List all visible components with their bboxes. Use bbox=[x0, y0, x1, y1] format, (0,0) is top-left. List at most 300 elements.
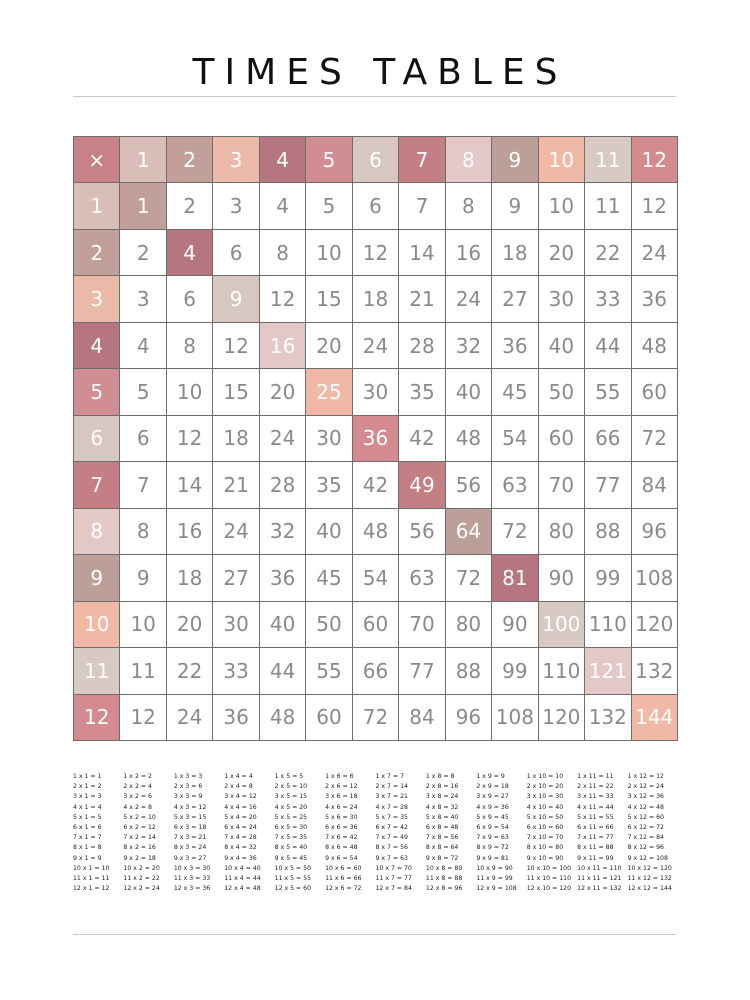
fact-line: 3 x 8 = 24 bbox=[425, 793, 459, 801]
row-header: 1 bbox=[74, 183, 120, 229]
fact-line: 11 x 4 = 44 bbox=[224, 875, 261, 883]
fact-line: 7 x 8 = 56 bbox=[425, 834, 459, 842]
product-cell: 55 bbox=[306, 648, 352, 694]
product-cell: 120 bbox=[539, 695, 585, 741]
product-cell: 55 bbox=[585, 369, 631, 415]
product-cell: 60 bbox=[353, 602, 399, 648]
product-cell: 15 bbox=[213, 369, 259, 415]
product-cell: 30 bbox=[213, 602, 259, 648]
product-cell: 11 bbox=[585, 183, 631, 229]
product-cell: 72 bbox=[492, 509, 538, 555]
fact-line: 7 x 6 = 42 bbox=[325, 834, 358, 842]
fact-line: 10 x 7 = 70 bbox=[375, 864, 412, 872]
fact-line: 12 x 8 = 96 bbox=[425, 885, 463, 893]
fact-line: 9 x 5 = 45 bbox=[274, 854, 308, 862]
fact-line: 8 x 12 = 96 bbox=[627, 844, 664, 852]
fact-line: 12 x 10 = 120 bbox=[526, 885, 572, 893]
fact-line: 12 x 11 = 132 bbox=[577, 885, 622, 893]
fact-line: 7 x 7 = 49 bbox=[375, 834, 408, 842]
fact-line: 1 x 8 = 8 bbox=[425, 773, 455, 780]
fact-line: 2 x 7 = 14 bbox=[375, 783, 408, 791]
fact-line: 12 x 6 = 72 bbox=[325, 885, 362, 893]
fact-line: 9 x 2 = 18 bbox=[123, 854, 156, 862]
fact-line: 2 x 3 = 6 bbox=[173, 783, 203, 791]
product-cell: 80 bbox=[539, 509, 585, 555]
product-cell: 8 bbox=[446, 183, 492, 229]
product-cell: 60 bbox=[539, 416, 585, 462]
product-cell: 84 bbox=[399, 695, 445, 741]
product-cell: 42 bbox=[399, 416, 445, 462]
fact-line: 5 x 10 = 50 bbox=[526, 813, 564, 821]
top-divider bbox=[73, 96, 676, 97]
product-cell: 8 bbox=[260, 230, 306, 276]
fact-line: 1 x 7 = 7 bbox=[375, 773, 405, 780]
product-cell: 27 bbox=[213, 555, 259, 601]
product-cell: 6 bbox=[213, 230, 259, 276]
fact-line: 5 x 11 = 55 bbox=[577, 813, 614, 821]
square-cell: 1 bbox=[120, 183, 166, 229]
times-facts-list bbox=[73, 772, 678, 894]
product-cell: 12 bbox=[353, 230, 399, 276]
product-cell: 36 bbox=[632, 276, 678, 322]
fact-line: 4 x 11 = 44 bbox=[577, 803, 614, 811]
column-header: 3 bbox=[213, 137, 259, 183]
product-cell: 5 bbox=[306, 183, 352, 229]
product-cell: 16 bbox=[167, 509, 213, 555]
fact-line: 10 x 11 = 110 bbox=[577, 864, 622, 872]
product-cell: 20 bbox=[167, 602, 213, 648]
fact-line: 1 x 11 = 11 bbox=[577, 773, 614, 780]
product-cell: 36 bbox=[213, 695, 259, 741]
facts-column bbox=[123, 772, 173, 894]
row-header: 4 bbox=[74, 323, 120, 369]
row-header: 12 bbox=[74, 695, 120, 741]
product-cell: 99 bbox=[492, 648, 538, 694]
facts-column bbox=[224, 772, 274, 894]
product-cell: 42 bbox=[353, 462, 399, 508]
column-header: 9 bbox=[492, 137, 538, 183]
product-cell: 32 bbox=[446, 323, 492, 369]
product-cell: 3 bbox=[120, 276, 166, 322]
row-header: 9 bbox=[74, 555, 120, 601]
facts-column bbox=[628, 772, 678, 894]
column-header: 12 bbox=[632, 137, 678, 183]
product-cell: 6 bbox=[167, 276, 213, 322]
fact-line: 10 x 1 = 10 bbox=[73, 864, 110, 872]
corner-cell: × bbox=[74, 137, 120, 183]
product-cell: 2 bbox=[167, 183, 213, 229]
fact-line: 2 x 12 = 24 bbox=[627, 783, 664, 791]
product-cell: 40 bbox=[539, 323, 585, 369]
product-cell: 77 bbox=[585, 462, 631, 508]
product-cell: 72 bbox=[632, 416, 678, 462]
product-cell: 48 bbox=[632, 323, 678, 369]
product-cell: 88 bbox=[446, 648, 492, 694]
fact-line: 9 x 4 = 36 bbox=[224, 854, 257, 862]
product-cell: 40 bbox=[306, 509, 352, 555]
product-cell: 24 bbox=[260, 416, 306, 462]
product-cell: 12 bbox=[120, 695, 166, 741]
fact-line: 3 x 4 = 12 bbox=[224, 793, 257, 801]
product-cell: 4 bbox=[260, 183, 306, 229]
product-cell: 50 bbox=[539, 369, 585, 415]
fact-line: 5 x 8 = 40 bbox=[425, 813, 459, 821]
product-cell: 21 bbox=[399, 276, 445, 322]
fact-line: 7 x 4 = 28 bbox=[224, 834, 257, 842]
fact-line: 11 x 9 = 99 bbox=[476, 875, 513, 883]
product-cell: 18 bbox=[492, 230, 538, 276]
bottom-divider bbox=[73, 934, 676, 935]
fact-line: 10 x 12 = 120 bbox=[627, 864, 672, 872]
fact-line: 12 x 3 = 36 bbox=[173, 885, 211, 893]
fact-line: 4 x 7 = 28 bbox=[375, 803, 408, 811]
fact-line: 11 x 2 = 22 bbox=[123, 875, 160, 883]
column-header: 2 bbox=[167, 137, 213, 183]
fact-line: 2 x 5 = 10 bbox=[274, 783, 308, 791]
square-cell: 16 bbox=[260, 323, 306, 369]
fact-line: 1 x 2 = 2 bbox=[123, 773, 152, 780]
product-cell: 120 bbox=[632, 602, 678, 648]
fact-line: 4 x 1 = 4 bbox=[73, 803, 102, 811]
page-title: TIMES TABLES bbox=[192, 52, 568, 93]
product-cell: 45 bbox=[492, 369, 538, 415]
fact-line: 2 x 10 = 20 bbox=[526, 783, 564, 791]
fact-line: 9 x 8 = 72 bbox=[425, 854, 459, 862]
times-table-grid bbox=[73, 136, 678, 741]
fact-line: 8 x 4 = 32 bbox=[224, 844, 257, 852]
fact-line: 11 x 6 = 66 bbox=[325, 875, 362, 883]
fact-line: 7 x 12 = 84 bbox=[627, 834, 664, 842]
fact-line: 8 x 9 = 72 bbox=[476, 844, 509, 852]
row-header: 11 bbox=[74, 648, 120, 694]
fact-line: 7 x 5 = 35 bbox=[274, 834, 308, 842]
square-cell: 25 bbox=[306, 369, 352, 415]
fact-line: 1 x 5 = 5 bbox=[274, 773, 304, 780]
product-cell: 12 bbox=[260, 276, 306, 322]
fact-line: 3 x 2 = 6 bbox=[123, 793, 152, 801]
product-cell: 99 bbox=[585, 555, 631, 601]
product-cell: 110 bbox=[539, 648, 585, 694]
fact-line: 3 x 9 = 27 bbox=[476, 793, 509, 801]
fact-line: 3 x 10 = 30 bbox=[526, 793, 564, 801]
fact-line: 8 x 8 = 64 bbox=[425, 844, 459, 852]
product-cell: 22 bbox=[167, 648, 213, 694]
product-cell: 12 bbox=[167, 416, 213, 462]
product-cell: 54 bbox=[353, 555, 399, 601]
fact-line: 3 x 6 = 18 bbox=[325, 793, 358, 801]
product-cell: 63 bbox=[492, 462, 538, 508]
fact-line: 4 x 6 = 24 bbox=[325, 803, 358, 811]
fact-line: 6 x 11 = 66 bbox=[577, 824, 614, 832]
fact-line: 2 x 2 = 4 bbox=[123, 783, 152, 791]
fact-line: 5 x 4 = 20 bbox=[224, 813, 257, 821]
product-cell: 56 bbox=[399, 509, 445, 555]
fact-line: 6 x 6 = 36 bbox=[325, 824, 358, 832]
column-header: 10 bbox=[539, 137, 585, 183]
square-cell: 36 bbox=[353, 416, 399, 462]
fact-line: 2 x 8 = 16 bbox=[425, 783, 459, 791]
product-cell: 7 bbox=[399, 183, 445, 229]
product-cell: 63 bbox=[399, 555, 445, 601]
product-cell: 44 bbox=[260, 648, 306, 694]
product-cell: 54 bbox=[492, 416, 538, 462]
fact-line: 7 x 10 = 70 bbox=[526, 834, 564, 842]
product-cell: 21 bbox=[213, 462, 259, 508]
product-cell: 24 bbox=[167, 695, 213, 741]
product-cell: 72 bbox=[446, 555, 492, 601]
fact-line: 12 x 9 = 108 bbox=[476, 885, 517, 893]
product-cell: 35 bbox=[399, 369, 445, 415]
square-cell: 49 bbox=[399, 462, 445, 508]
fact-line: 6 x 7 = 42 bbox=[375, 824, 408, 832]
product-cell: 9 bbox=[492, 183, 538, 229]
product-cell: 24 bbox=[632, 230, 678, 276]
product-cell: 10 bbox=[306, 230, 352, 276]
fact-line: 8 x 7 = 56 bbox=[375, 844, 408, 852]
fact-line: 8 x 1 = 8 bbox=[73, 844, 102, 852]
fact-line: 10 x 10 = 100 bbox=[526, 864, 572, 872]
fact-line: 8 x 3 = 24 bbox=[173, 844, 207, 852]
product-cell: 10 bbox=[539, 183, 585, 229]
product-cell: 20 bbox=[306, 323, 352, 369]
product-cell: 84 bbox=[632, 462, 678, 508]
product-cell: 10 bbox=[120, 602, 166, 648]
fact-line: 5 x 2 = 10 bbox=[123, 813, 156, 821]
fact-line: 7 x 1 = 7 bbox=[73, 834, 102, 842]
fact-line: 12 x 5 = 60 bbox=[274, 885, 312, 893]
facts-column bbox=[527, 772, 577, 894]
fact-line: 1 x 1 = 1 bbox=[73, 773, 102, 780]
fact-line: 6 x 5 = 30 bbox=[274, 824, 308, 832]
column-header: 1 bbox=[120, 137, 166, 183]
product-cell: 12 bbox=[632, 183, 678, 229]
product-cell: 132 bbox=[585, 695, 631, 741]
product-cell: 36 bbox=[260, 555, 306, 601]
product-cell: 32 bbox=[260, 509, 306, 555]
fact-line: 10 x 2 = 20 bbox=[123, 864, 160, 872]
product-cell: 72 bbox=[353, 695, 399, 741]
product-cell: 30 bbox=[353, 369, 399, 415]
product-cell: 108 bbox=[632, 555, 678, 601]
fact-line: 10 x 3 = 30 bbox=[173, 864, 211, 872]
fact-line: 8 x 10 = 80 bbox=[526, 844, 564, 852]
fact-line: 10 x 6 = 60 bbox=[325, 864, 362, 872]
product-cell: 48 bbox=[446, 416, 492, 462]
product-cell: 60 bbox=[632, 369, 678, 415]
fact-line: 4 x 10 = 40 bbox=[526, 803, 564, 811]
product-cell: 48 bbox=[260, 695, 306, 741]
fact-line: 1 x 9 = 9 bbox=[476, 773, 505, 780]
fact-line: 3 x 12 = 36 bbox=[627, 793, 664, 801]
product-cell: 56 bbox=[446, 462, 492, 508]
fact-line: 4 x 8 = 32 bbox=[425, 803, 459, 811]
fact-line: 9 x 11 = 99 bbox=[577, 854, 614, 862]
product-cell: 80 bbox=[446, 602, 492, 648]
fact-line: 5 x 12 = 60 bbox=[627, 813, 664, 821]
fact-line: 6 x 9 = 54 bbox=[476, 824, 509, 832]
fact-line: 9 x 12 = 108 bbox=[627, 854, 668, 862]
fact-line: 4 x 12 = 48 bbox=[627, 803, 664, 811]
fact-line: 3 x 1 = 3 bbox=[73, 793, 102, 801]
product-cell: 45 bbox=[306, 555, 352, 601]
fact-line: 12 x 12 = 144 bbox=[627, 885, 672, 893]
fact-line: 3 x 11 = 33 bbox=[577, 793, 614, 801]
product-cell: 33 bbox=[213, 648, 259, 694]
column-header: 4 bbox=[260, 137, 306, 183]
product-cell: 96 bbox=[632, 509, 678, 555]
fact-line: 5 x 7 = 35 bbox=[375, 813, 408, 821]
fact-line: 2 x 6 = 12 bbox=[325, 783, 358, 791]
fact-line: 10 x 5 = 50 bbox=[274, 864, 312, 872]
facts-column bbox=[325, 772, 375, 894]
fact-line: 6 x 3 = 18 bbox=[173, 824, 207, 832]
product-cell: 28 bbox=[399, 323, 445, 369]
product-cell: 90 bbox=[492, 602, 538, 648]
product-cell: 20 bbox=[539, 230, 585, 276]
facts-column bbox=[476, 772, 526, 894]
product-cell: 27 bbox=[492, 276, 538, 322]
product-cell: 36 bbox=[492, 323, 538, 369]
fact-line: 9 x 6 = 54 bbox=[325, 854, 358, 862]
column-header: 5 bbox=[306, 137, 352, 183]
fact-line: 8 x 2 = 16 bbox=[123, 844, 156, 852]
column-header: 6 bbox=[353, 137, 399, 183]
fact-line: 7 x 11 = 77 bbox=[577, 834, 614, 842]
fact-line: 7 x 9 = 63 bbox=[476, 834, 509, 842]
product-cell: 2 bbox=[120, 230, 166, 276]
fact-line: 9 x 9 = 81 bbox=[476, 854, 509, 862]
product-cell: 22 bbox=[585, 230, 631, 276]
product-cell: 16 bbox=[446, 230, 492, 276]
product-cell: 33 bbox=[585, 276, 631, 322]
fact-line: 5 x 6 = 30 bbox=[325, 813, 358, 821]
square-cell: 100 bbox=[539, 602, 585, 648]
product-cell: 24 bbox=[353, 323, 399, 369]
product-cell: 4 bbox=[120, 323, 166, 369]
product-cell: 18 bbox=[213, 416, 259, 462]
fact-line: 6 x 12 = 72 bbox=[627, 824, 664, 832]
fact-line: 2 x 9 = 18 bbox=[476, 783, 509, 791]
facts-column bbox=[376, 772, 426, 894]
product-cell: 11 bbox=[120, 648, 166, 694]
product-cell: 96 bbox=[446, 695, 492, 741]
fact-line: 9 x 7 = 63 bbox=[375, 854, 408, 862]
product-cell: 40 bbox=[260, 602, 306, 648]
fact-line: 10 x 9 = 90 bbox=[476, 864, 513, 872]
fact-line: 5 x 1 = 5 bbox=[73, 813, 102, 821]
column-header: 11 bbox=[585, 137, 631, 183]
fact-line: 8 x 5 = 40 bbox=[274, 844, 308, 852]
fact-line: 9 x 10 = 90 bbox=[526, 854, 564, 862]
fact-line: 4 x 3 = 12 bbox=[173, 803, 207, 811]
facts-column bbox=[426, 772, 476, 894]
fact-line: 9 x 3 = 27 bbox=[173, 854, 207, 862]
facts-column bbox=[73, 772, 123, 894]
product-cell: 18 bbox=[353, 276, 399, 322]
facts-column bbox=[577, 772, 627, 894]
square-cell: 4 bbox=[167, 230, 213, 276]
product-cell: 8 bbox=[167, 323, 213, 369]
product-cell: 6 bbox=[353, 183, 399, 229]
product-cell: 14 bbox=[167, 462, 213, 508]
fact-line: 9 x 1 = 9 bbox=[73, 854, 102, 862]
fact-line: 4 x 9 = 36 bbox=[476, 803, 509, 811]
fact-line: 6 x 8 = 48 bbox=[425, 824, 459, 832]
product-cell: 132 bbox=[632, 648, 678, 694]
row-header: 6 bbox=[74, 416, 120, 462]
fact-line: 1 x 12 = 12 bbox=[627, 773, 664, 780]
fact-line: 6 x 10 = 60 bbox=[526, 824, 564, 832]
fact-line: 11 x 11 = 121 bbox=[577, 875, 622, 883]
fact-line: 12 x 2 = 24 bbox=[123, 885, 160, 893]
product-cell: 60 bbox=[306, 695, 352, 741]
fact-line: 11 x 1 = 11 bbox=[73, 875, 110, 883]
product-cell: 35 bbox=[306, 462, 352, 508]
fact-line: 7 x 3 = 21 bbox=[173, 834, 207, 842]
product-cell: 8 bbox=[120, 509, 166, 555]
product-cell: 30 bbox=[306, 416, 352, 462]
product-cell: 12 bbox=[213, 323, 259, 369]
product-cell: 24 bbox=[446, 276, 492, 322]
square-cell: 64 bbox=[446, 509, 492, 555]
product-cell: 70 bbox=[539, 462, 585, 508]
row-header: 5 bbox=[74, 369, 120, 415]
fact-line: 12 x 4 = 48 bbox=[224, 885, 261, 893]
fact-line: 2 x 4 = 8 bbox=[224, 783, 253, 791]
fact-line: 11 x 7 = 77 bbox=[375, 875, 412, 883]
fact-line: 8 x 6 = 48 bbox=[325, 844, 358, 852]
product-cell: 24 bbox=[213, 509, 259, 555]
fact-line: 11 x 12 = 132 bbox=[627, 875, 672, 883]
fact-line: 3 x 5 = 15 bbox=[274, 793, 308, 801]
fact-line: 3 x 3 = 9 bbox=[173, 793, 203, 801]
fact-line: 7 x 2 = 14 bbox=[123, 834, 156, 842]
product-cell: 108 bbox=[492, 695, 538, 741]
fact-line: 2 x 1 = 2 bbox=[73, 783, 102, 791]
product-cell: 110 bbox=[585, 602, 631, 648]
product-cell: 70 bbox=[399, 602, 445, 648]
row-header: 2 bbox=[74, 230, 120, 276]
product-cell: 9 bbox=[120, 555, 166, 601]
fact-line: 4 x 5 = 20 bbox=[274, 803, 308, 811]
product-cell: 44 bbox=[585, 323, 631, 369]
square-cell: 144 bbox=[632, 695, 678, 741]
fact-line: 5 x 3 = 15 bbox=[173, 813, 207, 821]
fact-line: 12 x 7 = 84 bbox=[375, 885, 412, 893]
product-cell: 50 bbox=[306, 602, 352, 648]
fact-line: 5 x 9 = 45 bbox=[476, 813, 509, 821]
column-header: 7 bbox=[399, 137, 445, 183]
fact-line: 3 x 7 = 21 bbox=[375, 793, 408, 801]
product-cell: 66 bbox=[585, 416, 631, 462]
fact-line: 4 x 2 = 8 bbox=[123, 803, 152, 811]
square-cell: 121 bbox=[585, 648, 631, 694]
fact-line: 11 x 5 = 55 bbox=[274, 875, 312, 883]
product-cell: 66 bbox=[353, 648, 399, 694]
product-cell: 15 bbox=[306, 276, 352, 322]
fact-line: 12 x 1 = 12 bbox=[73, 885, 110, 893]
facts-column bbox=[174, 772, 224, 894]
product-cell: 77 bbox=[399, 648, 445, 694]
product-cell: 7 bbox=[120, 462, 166, 508]
product-cell: 14 bbox=[399, 230, 445, 276]
row-header: 7 bbox=[74, 462, 120, 508]
row-header: 10 bbox=[74, 602, 120, 648]
square-cell: 81 bbox=[492, 555, 538, 601]
fact-line: 6 x 1 = 6 bbox=[73, 824, 102, 832]
product-cell: 5 bbox=[120, 369, 166, 415]
fact-line: 11 x 10 = 110 bbox=[526, 875, 572, 883]
